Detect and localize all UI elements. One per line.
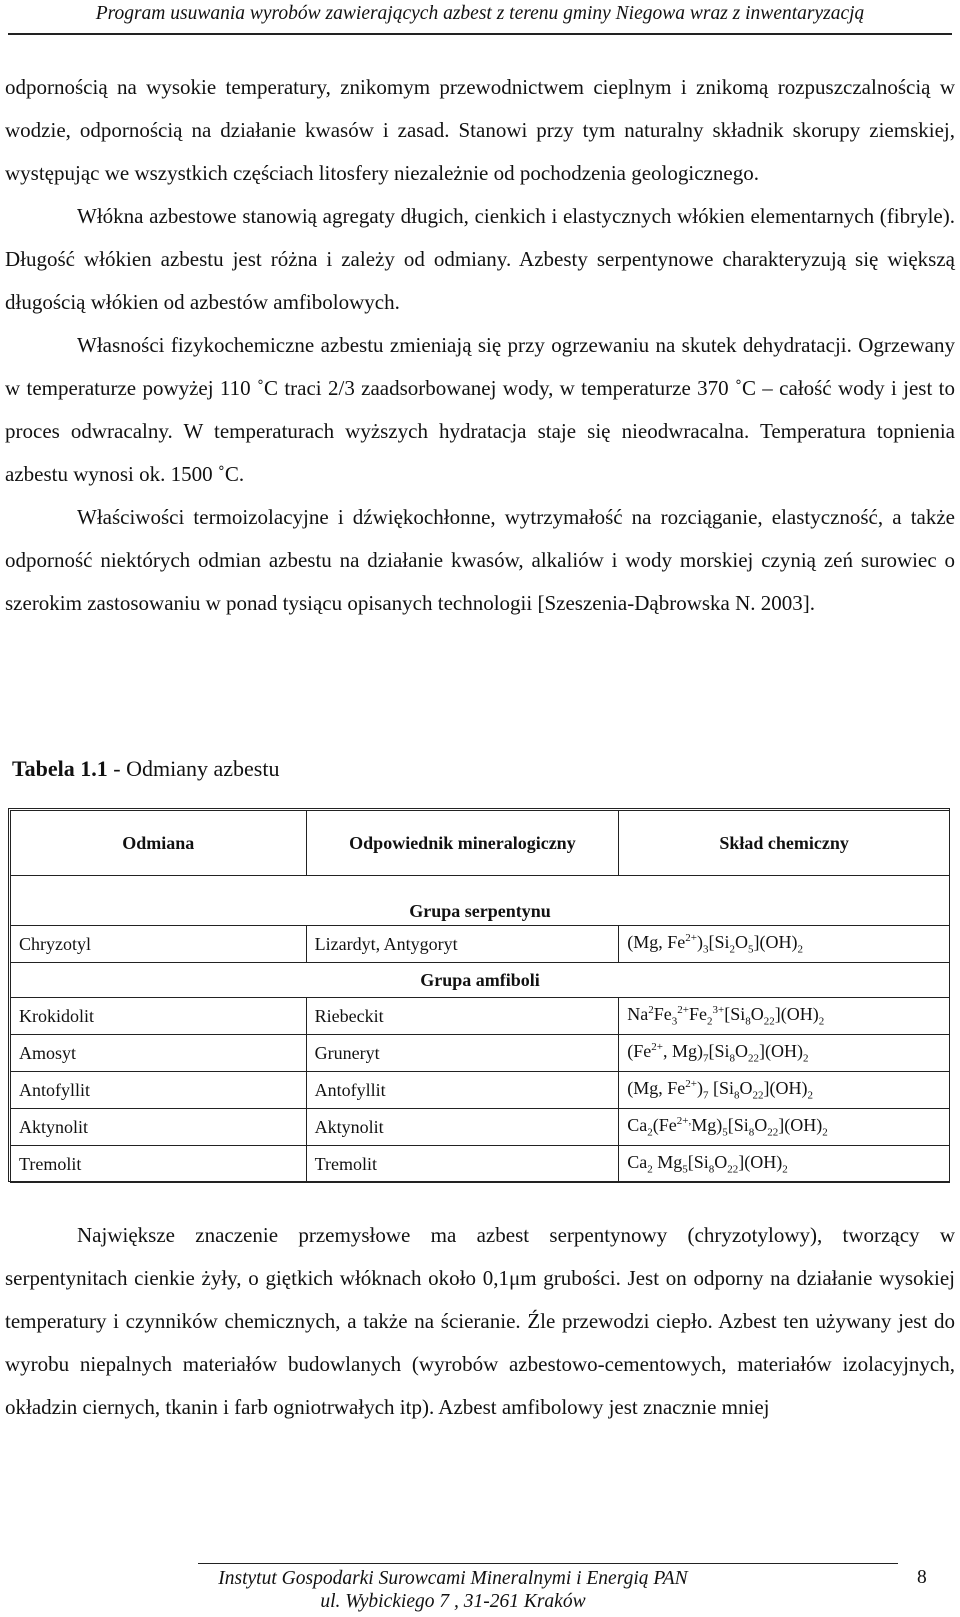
paragraph-2: Włókna azbestowe stanowią agregaty długich, cienkich i elastycznych włókien elementarnych (fibryle). Długość włókien azbestu jest różna i zależy od odmiany. Azbesty serpentynowe charakteryzują się większą długością włókien od azbestów amfibolowych.	[5, 204, 955, 314]
page-header: Program usuwania wyrobów zawierających azbest z terenu gminy Niegowa wraz z inwentaryzacją	[95, 3, 865, 24]
variety-cell: Aktynolit	[11, 1109, 307, 1146]
header-rule	[8, 33, 952, 35]
body-text-top	[5, 66, 955, 625]
header-variety: Odmiana	[11, 811, 307, 876]
table-caption-text: - Odmiany azbestu	[107, 756, 280, 781]
mineral-cell: Antofyllit	[306, 1072, 619, 1109]
variety-cell: Amosyt	[11, 1035, 307, 1072]
page-number: 8	[917, 1567, 927, 1588]
asbestos-varieties-table	[10, 810, 950, 1183]
table-row	[11, 926, 950, 963]
group-serpentine-label: Grupa serpentynu	[11, 876, 950, 926]
header-mineral: Odpowiednik mineralogiczny	[306, 811, 619, 876]
footer-rule	[198, 1563, 898, 1564]
mineral-cell: Gruneryt	[306, 1035, 619, 1072]
table-row	[11, 1072, 950, 1109]
mineral-cell: Lizardyt, Antygoryt	[306, 926, 619, 963]
formula-amosite: ($Fe^{2+}$, $Mg)_7[Si_8O_{22}](OH)_2$	[619, 1035, 950, 1072]
table-row	[11, 1035, 950, 1072]
group-amphibole-label: Grupa amfiboli	[11, 963, 950, 998]
mineral-cell: Aktynolit	[306, 1109, 619, 1146]
table-row	[11, 1146, 950, 1183]
table-caption-number: Tabela 1.1	[12, 756, 108, 781]
paragraph-4: Właściwości termoizolacyjne i dźwiękochłonne, wytrzymałość na rozciąganie, elastyczność, a także odporność niektórych odmian azbestu na działanie kwasów, alkaliów i wody morskiej czynią zeń surowiec o szerokim zastosowaniu w ponad tysiącu opisanych technologii [Szeszenia-Dąbrowska N. 2003].	[5, 505, 955, 615]
group-row-amphibole	[11, 963, 950, 998]
footer-institution: Instytut Gospodarki Surowcami Mineralnymi i Energią PAN	[218, 1568, 688, 1589]
formula-tremolite: $Ca_2$ $Mg_5[Si_8O_{22}](OH)_2$	[619, 1146, 950, 1183]
formula-chrysotile: (Mg, $Fe^{2+})_3[Si_2O_5](OH)_2$	[619, 926, 950, 963]
formula-crocidolite: $Na^2Fe_3^{2+}Fe_2^{3+}[Si_8O_{22}](OH)_2$	[619, 998, 950, 1035]
variety-cell: Krokidolit	[11, 998, 307, 1035]
table-caption	[12, 756, 279, 782]
header-composition: Skład chemiczny	[619, 811, 950, 876]
paragraph-1: odpornością na wysokie temperatury, znikomym przewodnictwem cieplnym i znikomą rozpuszczalnością w wodzie, odpornością na działanie kwasów i zasad. Stanowi przy tym naturalny składnik skorupy ziemskiej, występując we wszystkich częściach litosfery niezależnie od pochodzenia geologicznego.	[5, 75, 955, 185]
paragraph-5: Największe znaczenie przemysłowe ma azbest serpentynowy (chryzotylowy), tworzący w serpentynitach cienkie żyły, o giętkich włóknach około 0,1μm grubości. Jest on odporny na działanie wysokiej temperatury i czynników chemicznych, a także na ścieranie. Źle przewodzi ciepło. Azbest ten używany jest do wyrobu niepalnych materiałów budowlanych (wyrobów azbestowo-cementowych, materiałów izolacyjnych, okładzin ciernych, tkanin i farb ogniotrwałych itp). Azbest amfibolowy jest znacznie mniej	[5, 1223, 955, 1419]
formula-actinolite: $Ca_2(Fe^{2+,}Mg)_5[Si_8O_{22}](OH)_2$	[619, 1109, 950, 1146]
footer-address: ul. Wybickiego 7 , 31-261 Kraków	[320, 1591, 586, 1612]
table-header-row	[11, 811, 950, 876]
variety-cell: Chryzotyl	[11, 926, 307, 963]
paragraph-3: Własności fizykochemiczne azbestu zmieniają się przy ogrzewaniu na skutek dehydratacji. Ogrzewany w temperaturze powyżej 110 ˚C traci 2/3 zaadsorbowanej wody, w temperaturze 370 ˚C – całość wody i jest to proces odwracalny. W temperaturach wyższych hydratacja staje się nieodwracalna. Temperatura topnienia azbestu wynosi ok. 1500 ˚C.	[5, 333, 955, 486]
formula-anthophyllite: (Mg, $Fe^{2+})_7$ $[Si_8O_{22}](OH)_2$	[619, 1072, 950, 1109]
page-footer	[198, 1567, 708, 1613]
mineral-cell: Tremolit	[306, 1146, 619, 1183]
variety-cell: Antofyllit	[11, 1072, 307, 1109]
table-row	[11, 1109, 950, 1146]
variety-cell: Tremolit	[11, 1146, 307, 1183]
body-text-bottom	[5, 1214, 955, 1429]
mineral-cell: Riebeckit	[306, 998, 619, 1035]
table-row	[11, 998, 950, 1035]
group-row-serpentine	[11, 876, 950, 926]
